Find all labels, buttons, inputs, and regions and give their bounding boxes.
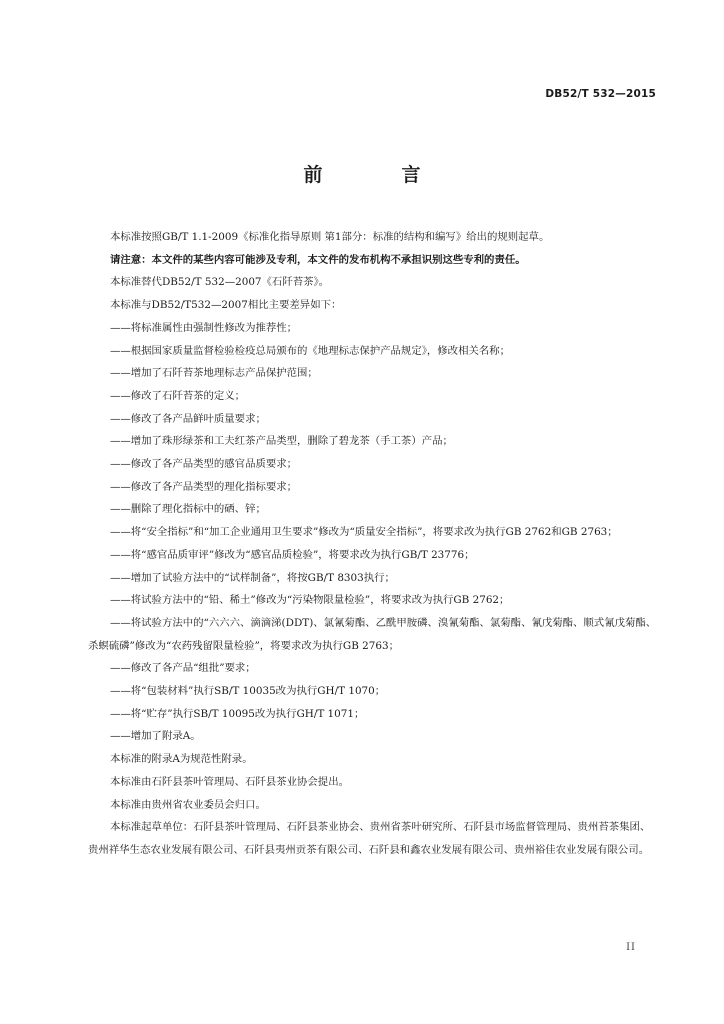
list-item: ——增加了石阡苔茶地理标志产品保护范围； <box>110 367 318 380</box>
document-code: DB52/T 532—2015 <box>545 88 656 100</box>
list-item: ——增加了试验方法中的“试样制备”，将按GB/T 8303执行； <box>110 571 395 584</box>
list-item: ——修改了石阡苔茶的定义； <box>110 389 246 402</box>
list-item: ——将试验方法中的“六六六、滴滴涕(DDT)、氯氰菊酯、乙酰甲胺磷、溴氰菊酯、氯菊酯、氰戊菊酯、顺式氰戊菊酯、杀螟硫磷”修改为“农药残留限量检验”，将要求改为执行GB 2763； <box>88 616 657 652</box>
paragraph-centralized-by: 本标准由贵州省农业委员会归口。 <box>110 798 266 811</box>
paragraph-drafting-units: 本标准起草单位：石阡县茶叶管理局、石阡县茶业协会、贵州省茶叶研究所、石阡县市场监督管理局、贵州苔茶集团、贵州祥华生态农业发展有限公司、石阡县夷州贡茶有限公司、石阡县和鑫农业发展有限公司、贵州裕佳农业发展有限公司。 <box>88 821 651 856</box>
foreword-body <box>88 226 660 862</box>
paragraph-replaces: 本标准替代DB52/T 532—2007《石阡苔茶》。 <box>110 276 330 289</box>
paragraph-proposed-by: 本标准由石阡县茶叶管理局、石阡县茶业协会提出。 <box>110 775 349 788</box>
list-item: ——将“贮存”执行SB/T 10095改为执行GH/T 1071； <box>110 707 365 720</box>
list-item: ——增加了附录A。 <box>110 730 201 743</box>
paragraph-differences-intro: 本标准与DB52/T532—2007相比主要差异如下： <box>110 299 342 312</box>
list-item: ——将“包装材料”执行SB/T 10035改为执行GH/T 1070； <box>110 685 386 698</box>
paragraph-drafting-rules: 本标准按照GB/T 1.1-2009《标准化指导原则 第1部分：标准的结构和编写》给出的规则起草。 <box>110 231 550 243</box>
page-title: 前 言 <box>303 164 451 186</box>
list-item: ——将“感官品质审评”修改为“感官品质检验”，将要求改为执行GB/T 23776； <box>110 548 475 561</box>
paragraph-appendix: 本标准的附录A为规范性附录。 <box>110 753 253 766</box>
list-item: ——删除了理化指标中的硒、锌； <box>110 503 266 516</box>
list-item: ——修改了各产品鲜叶质量要求； <box>110 412 266 425</box>
list-item: ——将“安全指标”和“加工企业通用卫生要求”修改为“质量安全指标”，将要求改为执行GB 2762和GB 2763； <box>110 526 618 539</box>
list-item: ——增加了珠形绿茶和工夫红茶产品类型，删除了碧龙茶（手工茶）产品； <box>110 435 453 448</box>
list-item: ——将试验方法中的“铅、稀土”修改为“污染物限量检验”，将要求改为执行GB 2762； <box>110 594 510 607</box>
list-item: ——修改了各产品“组批”要求； <box>110 662 256 675</box>
list-item: ——将标准属性由强制性修改为推荐性； <box>110 321 298 334</box>
page-number: II <box>626 942 636 953</box>
list-item: ——根据国家质量监督检验检疫总局颁布的《地理标志保护产品规定》，修改相关名称； <box>110 344 511 357</box>
list-item: ——修改了各产品类型的感官品质要求； <box>110 458 298 471</box>
list-item: ——修改了各产品类型的理化指标要求； <box>110 480 298 493</box>
paragraph-patent-notice: 请注意：本文件的某些内容可能涉及专利，本文件的发布机构不承担识别这些专利的责任。 <box>110 253 526 266</box>
